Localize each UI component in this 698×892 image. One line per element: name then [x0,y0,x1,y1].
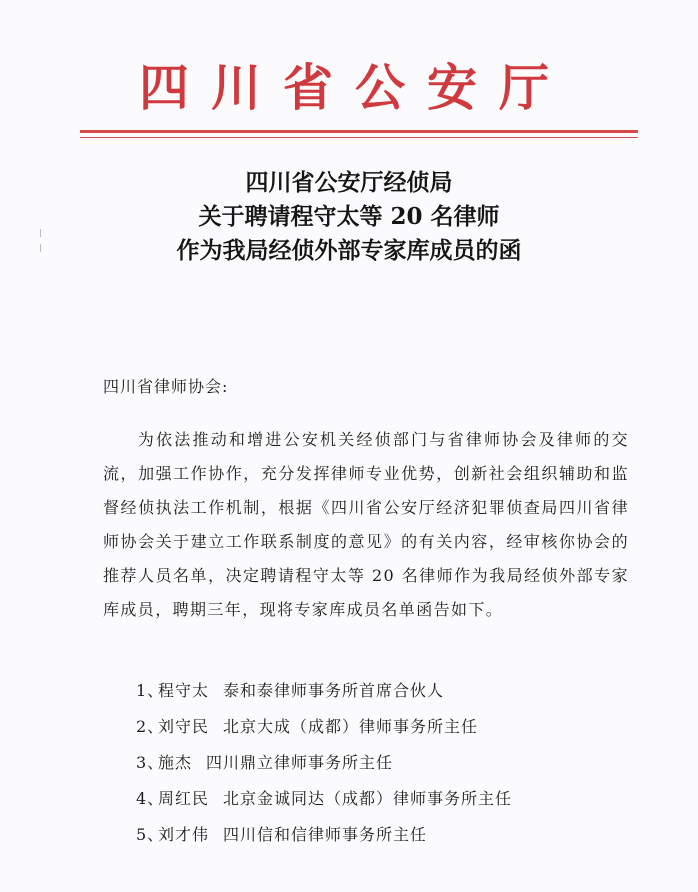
body-paragraph-text: 为依法推动和增进公安机关经侦部门与省律师协会及律师的交流，加强工作协作，充分发挥律师专业优势，创新社会组织辅助和监督经侦执法工作机制，根据《四川省公安厅经济犯罪侦查局四川省律师协会关于建立工作联系制度的意见》的有关内容，经审核你协会的推荐人员名单，决定聘请程守太等 20 名律师作为我局经侦外部专家库成员，聘期三年，现将专家库成员名单函告如下。 [103,430,629,619]
list-item-name: 程守太 [158,681,210,700]
list-item-org: 四川鼎立律师事务所主任 [206,753,394,772]
list-item-org: 北京大成（成都）律师事务所主任 [223,717,479,736]
document-title-line-2: 关于聘请程守太等 20 名律师 [198,203,500,230]
list-item-name: 刘守民 [158,717,210,736]
recipient-salutation: 四川省律师协会: [103,377,229,396]
letterhead-title: 四川省公安厅 [139,59,571,117]
list-item-number: 3、 [136,753,165,772]
list-item-number: 2、 [136,717,165,736]
list-item-org: 泰和泰律师事务所首席合伙人 [223,681,445,700]
list-item-number: 1、 [136,681,165,700]
body-paragraph [103,423,629,627]
list-item-org: 北京金诚同达（成都）律师事务所主任 [223,789,513,808]
list-item [136,745,512,781]
list-item-name: 施杰 [158,753,193,772]
list-item-number: 5、 [136,825,165,844]
list-item [136,709,512,745]
list-item-org: 四川信和信律师事务所主任 [223,825,428,844]
document-title [0,166,698,268]
document-title-line-1: 四川省公安厅经侦局 [245,169,453,196]
list-item-name: 周红民 [158,789,210,808]
list-item-name: 刘才伟 [158,825,210,844]
margin-scan-mark [40,229,41,237]
document-title-line-3: 作为我局经侦外部专家库成员的函 [176,237,522,264]
list-item-number: 4、 [136,789,165,808]
letterhead-rule-thick [80,130,638,133]
list-item [136,817,512,853]
member-list [136,673,512,853]
list-item [136,673,512,709]
letterhead-rule-thin [80,137,638,138]
list-item [136,781,512,817]
margin-scan-mark [40,244,41,252]
